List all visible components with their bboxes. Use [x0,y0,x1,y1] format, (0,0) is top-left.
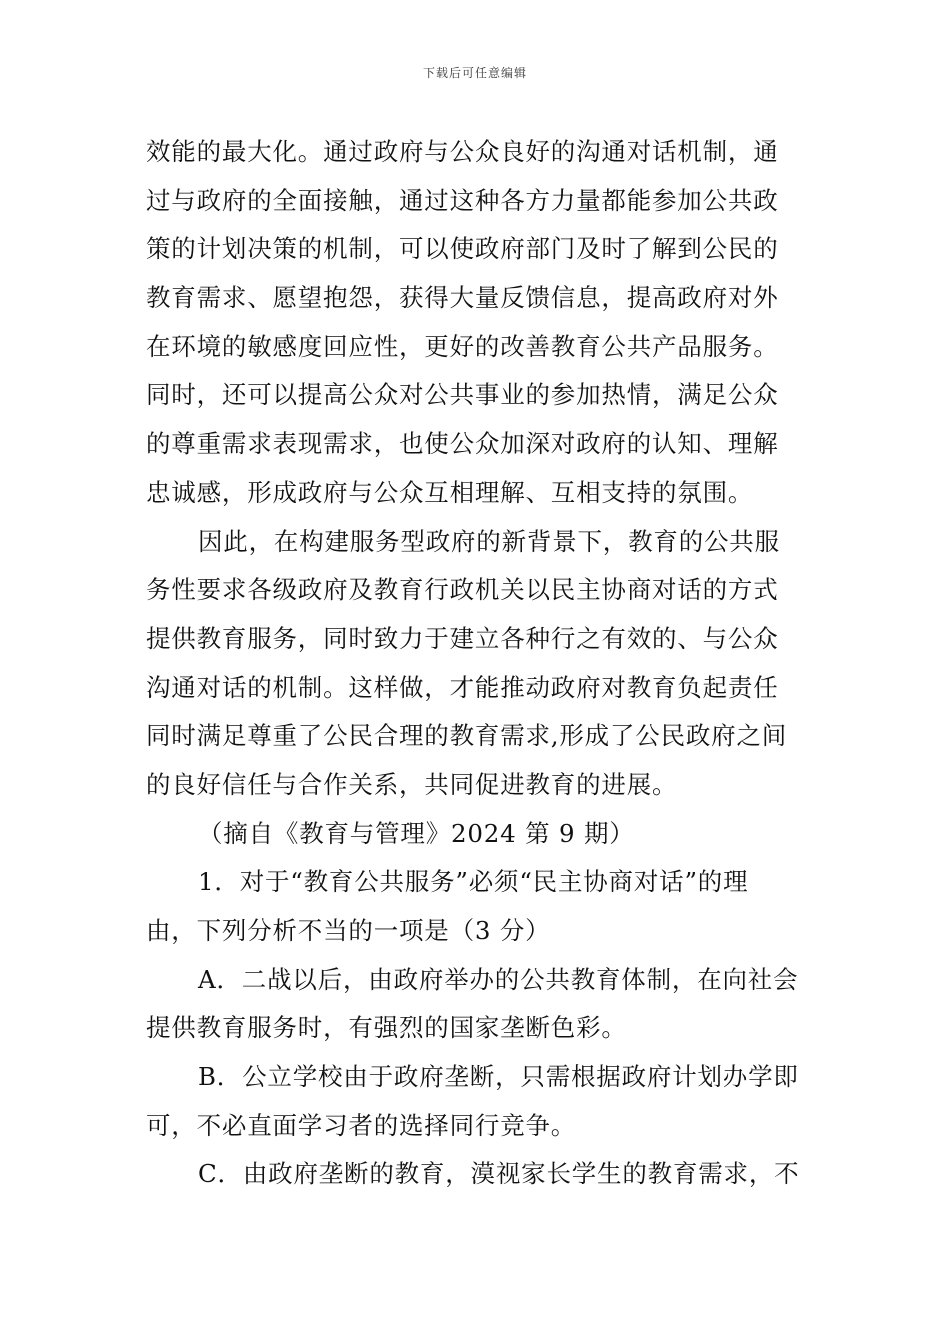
text-line: 的良好信任与合作关系，共同促进教育的进展。 [146,769,678,799]
option-c: C．由政府垄断的教育，漠视家长学生的教育需求，不 [198,1159,800,1189]
text-line: 提供教育服务，同时致力于建立各种行之有效的、与公众 [146,623,779,653]
source-citation: （摘自《教育与管理》2024 第 9 期） [198,818,635,848]
document-body [146,128,814,1199]
text-line: 忠诚感，形成政府与公众互相理解、互相支持的氛围。 [146,477,754,507]
option-a: A．二战以后，由政府举办的公共教育体制，在向社会 [198,964,799,994]
question-stem-continued: 由，下列分析不当的一项是（3 分） [146,916,551,945]
option-b: B．公立学校由于政府垄断，只需根据政府计划办学即 [198,1062,799,1092]
option-b-continued: 可，不必直面学习者的选择同行竞争。 [146,1110,577,1140]
text-line: 效能的最大化。通过政府与公众良好的沟通对话机制，通 [146,137,779,166]
text-line: 在环境的敏感度回应性，更好的改善教育公共产品服务。 [146,331,779,361]
text-line: 过与政府的全面接触，通过这种各方力量都能参加公共政 [146,185,779,215]
text-line: 沟通对话的机制。这样做，才能推动政府对教育负起责任 [146,672,779,702]
text-line: 策的计划决策的机制，可以使政府部门及时了解到公民的 [146,234,779,264]
text-line: 教育需求、愿望抱怨，获得大量反馈信息，提高政府对外 [146,283,779,313]
text-line: 同时，还可以提高公众对公共事业的参加热情，满足公众 [146,380,779,410]
text-line: 务性要求各级政府及教育行政机关以民主协商对话的方式 [146,575,779,605]
text-line: 同时满足尊重了公民合理的教育需求,形成了公民政府之间 [146,721,788,751]
option-a-continued: 提供教育服务时，有强烈的国家垄断色彩。 [146,1013,627,1043]
question-stem: 1．对于“教育公共服务”必须“民主协商对话”的理 [198,867,749,897]
paragraph-start-line: 因此，在构建服务型政府的新背景下，教育的公共服 [198,526,780,556]
page-header: 下载后可任意编辑 [422,66,527,80]
text-line: 的尊重需求表现需求，也使公众加深对政府的认知、理解 [146,429,779,459]
